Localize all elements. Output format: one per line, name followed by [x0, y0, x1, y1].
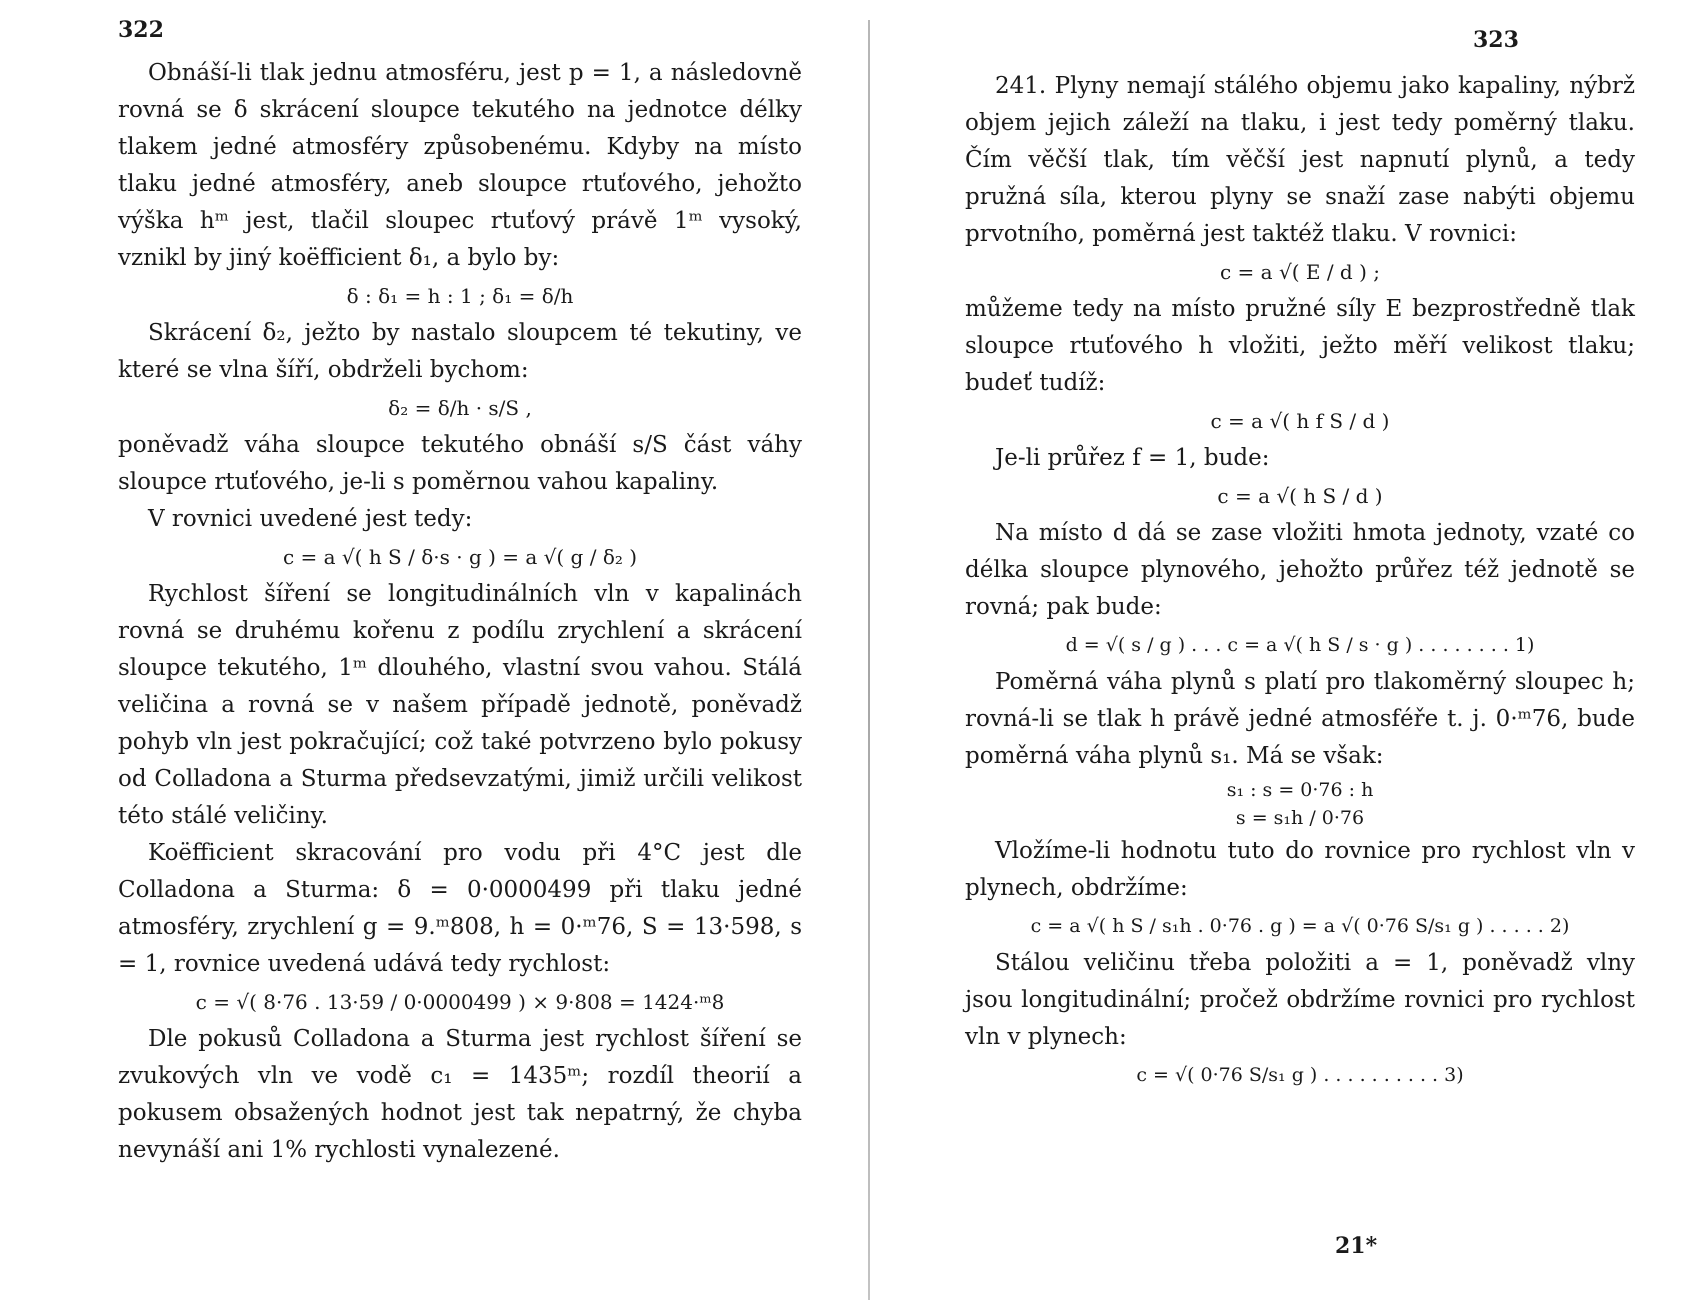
equation: c = a √( h S / s₁h . 0·76 . g ) = a √( 0·76 S/s₁ g ) . . . . . 2) [1030, 915, 1570, 937]
right-page [875, 0, 1700, 1300]
equation: δ : δ₁ = h : 1 ; δ₁ = δ/h [346, 284, 574, 308]
paragraph: Na místo d dá se zase vložiti hmota jednoty, vzaté co délka sloupce plynového, jehožto průřez též jednotě se rovná; pak bude: [965, 520, 1635, 620]
book-gutter [868, 20, 870, 1300]
paragraph: můžeme tedy na místo pružné síly E bezprostředně tlak sloupce rtuťového h vložiti, ježto měří velikost tlaku; budeť tudíž: [965, 296, 1635, 396]
paragraph: 241. Plyny nemají stálého objemu jako kapaliny, nýbrž objem jejich záleží na tlaku, i jest tedy poměrný tlaku. Čím věčší tlak, tím věčší jest napnutí plynů, a tedy pružná síla, kterou plyny se snaží zase nabýti objemu prvotního, poměrná jest taktéž tlaku. V rovnici: [965, 73, 1635, 247]
paragraph: Skrácení δ₂, ježto by nastalo sloupcem té tekutiny, ve které se vlna šíří, obdrželi bychom: [118, 320, 802, 383]
equation: δ₂ = δ/h · s/S , [388, 396, 532, 420]
equation: c = √( 8·76 . 13·59 / 0·0000499 ) × 9·808 = 1424·ᵐ8 [195, 990, 725, 1014]
paragraph: Vložíme-li hodnotu tuto do rovnice pro rychlost vln v plynech, obdržíme: [965, 838, 1635, 901]
paragraph: Stálou veličinu třeba položiti a = 1, poněvadž vlny jsou longitudinální; pročež obdržíme rovnici pro rychlost vln v plynech: [965, 950, 1635, 1050]
equation: c = a √( h S / d ) [1217, 484, 1383, 508]
equation: c = a √( h S / δ·s · g ) = a √( g / δ₂ ) [282, 545, 638, 569]
right-page-number: 323 [1473, 27, 1519, 53]
equation: s = s₁h / 0·76 [1235, 807, 1365, 829]
equation: d = √( s / g ) . . . c = a √( h S / s · g ) . . . . . . . . 1) [1065, 634, 1535, 656]
paragraph: Koëfficient skracování pro vodu při 4°C jest dle Colladona a Sturma: δ = 0·0000499 při tlaku jedné atmosféry, zrychlení g = 9.ᵐ808, h = 0·ᵐ76, S = 13·598, s = 1, rovnice uvedená udává tedy rychlost: [118, 840, 802, 977]
equation: c = √( 0·76 S/s₁ g ) . . . . . . . . . . 3) [1136, 1064, 1464, 1086]
paragraph: Je-li průřez f = 1, bude: [995, 445, 1270, 471]
paragraph: Dle pokusů Colladona a Sturma jest rychlost šíření se zvukových vln ve vodě c₁ = 1435ᵐ; rozdíl theorií a pokusem obsažených hodnot jest tak nepatrný, že chyba nevynáší ani 1% rychlosti vynalezené. [118, 1026, 802, 1163]
equation: c = a √( E / d ) ; [1220, 260, 1380, 284]
paragraph: Obnáší-li tlak jednu atmosféru, jest p = 1, a následovně rovná se δ skrácení sloupce tekutého na jednotce délky tlakem jedné atmosféry způsobenému. Kdyby na místo tlaku jedné atmosféry, aneb sloupce rtuťového, jehožto výška hᵐ jest, tlačil sloupec rtuťový právě 1ᵐ vysoký, vznikl by jiný koëfficient δ₁, a bylo by: [118, 60, 802, 271]
signature-mark: 21* [1335, 1233, 1378, 1259]
equation: c = a √( h f S / d ) [1210, 409, 1390, 433]
paragraph: V rovnici uvedené jest tedy: [148, 506, 473, 532]
equation: s₁ : s = 0·76 : h [1226, 779, 1374, 801]
paragraph: Poměrná váha plynů s platí pro tlakoměrný sloupec h; rovná-li se tlak h právě jedné atmosféře t. j. 0·ᵐ76, bude poměrná váha plynů s₁. Má se však: [965, 669, 1635, 769]
right-text-column [965, 68, 1635, 1094]
paragraph: Rychlost šíření se longitudinálních vln v kapalinách rovná se druhému kořenu z podílu zrychlení a skrácení sloupce tekutého, 1ᵐ dlouhého, vlastní svou vahou. Stálá veličina a rovná se v našem případě jednotě, poněvadž pohyb vln jest pokračující; což také potvrzeno bylo pokusy od Colladona a Sturma předsevzatými, jimiž určili velikost této stálé veličiny. [118, 581, 802, 829]
paragraph: poněvadž váha sloupce tekutého obnáší s/S část váhy sloupce rtuťového, je-li s poměrnou vahou kapaliny. [118, 432, 802, 495]
left-text-column [118, 55, 802, 1169]
left-page-number: 322 [118, 17, 164, 43]
